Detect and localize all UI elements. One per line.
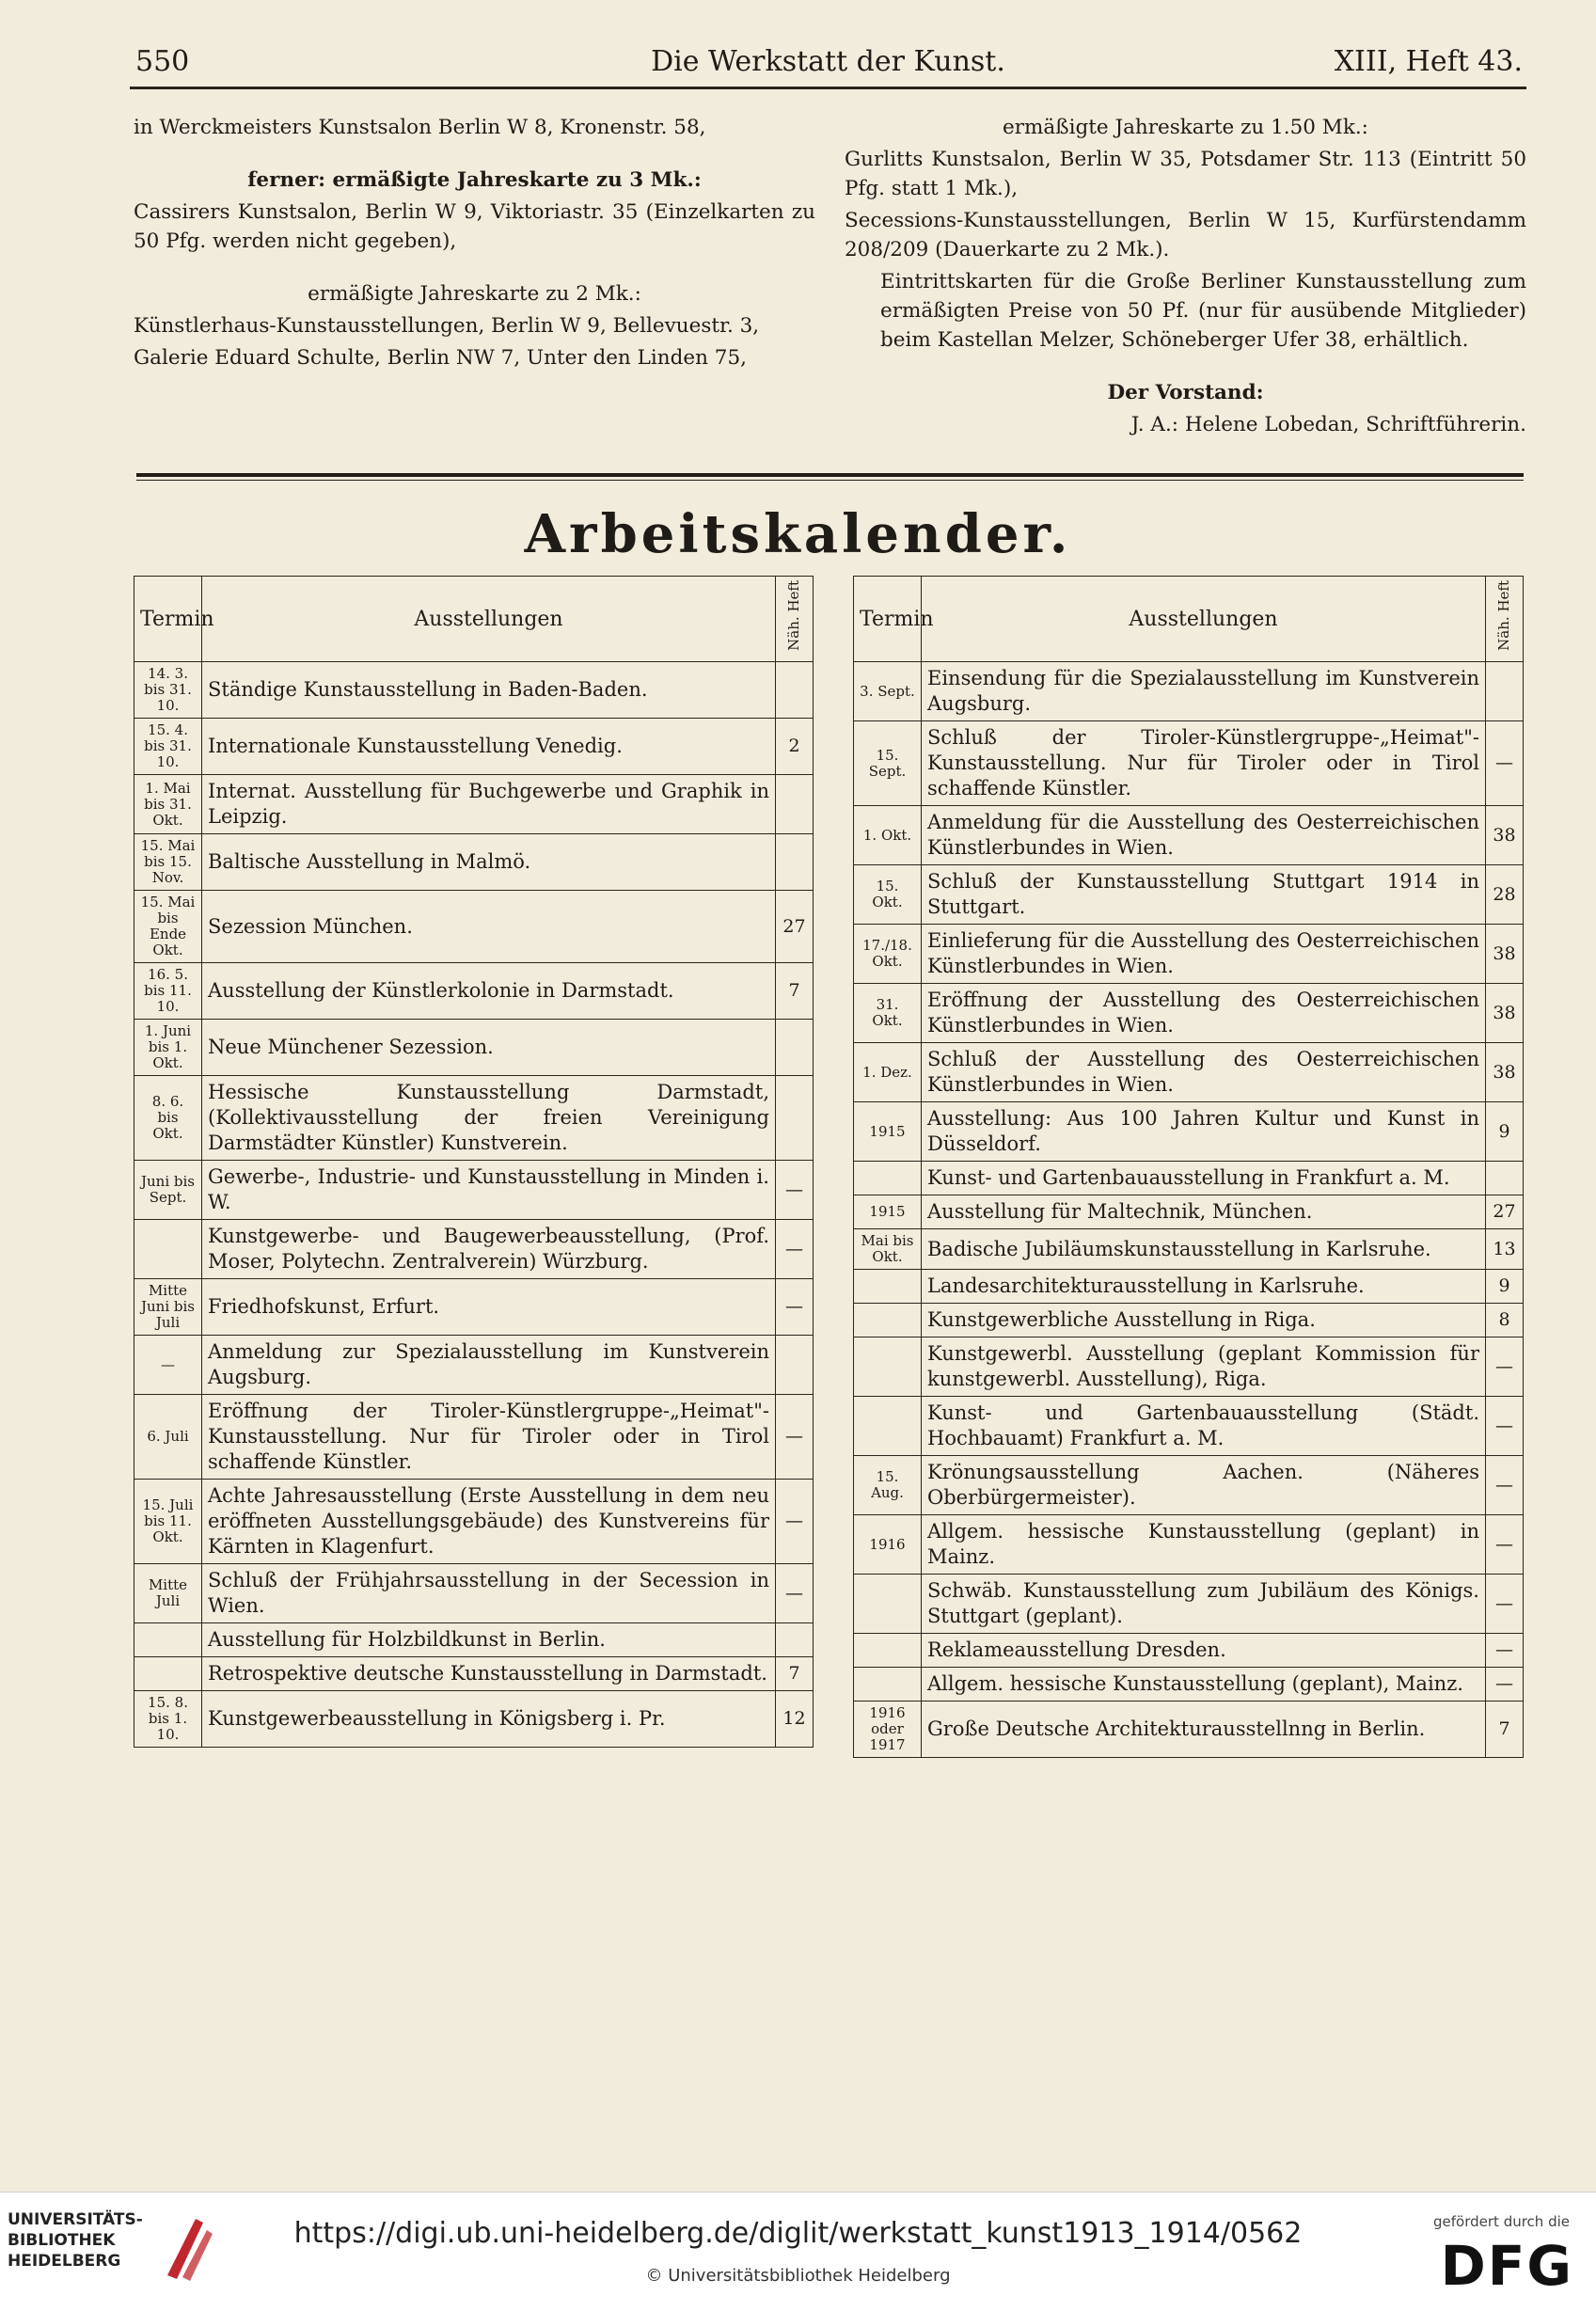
exhibition-cell: Ausstellung: Aus 100 Jahren Kultur und Kunst in Düsseldorf. — [922, 1102, 1486, 1162]
copyright-notice: © Universitätsbibliothek Heidelberg — [645, 2266, 951, 2286]
table-row — [854, 1634, 1524, 1668]
paragraph: Künstlerhaus-Kunstausstellungen, Berlin W 9, Bellevuestr. 3, — [134, 314, 760, 338]
exhibition-cell: Schluß der Tiroler-Künstlergruppe-„Heimat"-Kunstausstellung. Nur für Tiroler oder in Tirol schaffende Künstler. — [922, 721, 1486, 806]
section-title: Arbeitskalender. — [524, 503, 1072, 565]
table-row — [854, 1575, 1524, 1634]
column-header-heft: Näh. Heft — [776, 577, 814, 662]
exhibition-cell: Einlieferung für die Ausstellung des Oesterreichischen Künstlerbundes in Wien. — [922, 925, 1486, 984]
heft-cell: — — [1486, 1668, 1524, 1702]
termin-cell: 14. 3. bis 31. 10. — [134, 662, 202, 719]
heft-cell: 27 — [1486, 1195, 1524, 1229]
table-row — [854, 1229, 1524, 1270]
termin-cell: 3. Sept. — [854, 662, 922, 721]
heft-cell — [776, 1020, 814, 1076]
table-row — [854, 1270, 1524, 1304]
exhibition-cell: Kunst- und Gartenbauausstellung (Städt. Hochbauamt) Frankfurt a. M. — [922, 1397, 1486, 1456]
section-divider — [136, 473, 1524, 477]
section-divider-thin — [136, 480, 1524, 481]
termin-cell: 1916 oder 1917 — [854, 1702, 922, 1758]
paragraph: Der Vorstand: — [1107, 381, 1264, 404]
table-row — [854, 1338, 1524, 1397]
table-row — [134, 1564, 814, 1623]
table-row — [134, 1279, 814, 1336]
exhibition-cell: Reklameausstellung Dresden. — [922, 1634, 1486, 1668]
exhibition-cell: Kunstgewerbe- und Baugewerbeausstellung, (Prof. Moser, Polytechn. Zentralverein) Würzburg. — [202, 1220, 776, 1279]
exhibition-cell: Allgem. hessische Kunstausstellung (geplant) in Mainz. — [922, 1515, 1486, 1575]
exhibition-cell: Internat. Ausstellung für Buchgewerbe und Graphik in Leipzig. — [202, 775, 776, 834]
termin-cell — [134, 1220, 202, 1279]
termin-cell: 15. Aug. — [854, 1456, 922, 1515]
termin-cell: 16. 5. bis 11. 10. — [134, 963, 202, 1020]
heft-cell — [776, 775, 814, 834]
termin-cell: Mitte Juli — [134, 1564, 202, 1623]
exhibition-cell: Ausstellung für Holzbildkunst in Berlin. — [202, 1623, 776, 1657]
exhibition-cell: Internationale Kunstausstellung Venedig. — [202, 719, 776, 775]
termin-cell: 1. Mai bis 31. Okt. — [134, 775, 202, 834]
heft-cell: — — [1486, 1575, 1524, 1634]
termin-cell — [854, 1575, 922, 1634]
termin-cell: 15. Mai bis 15. Nov. — [134, 834, 202, 891]
table-row — [854, 1397, 1524, 1456]
termin-cell — [854, 1634, 922, 1668]
termin-cell — [854, 1162, 922, 1195]
exhibition-cell: Sezession München. — [202, 891, 776, 963]
table-row — [134, 1395, 814, 1480]
termin-cell: 17./18. Okt. — [854, 925, 922, 984]
termin-cell — [854, 1338, 922, 1397]
termin-cell: — — [134, 1336, 202, 1395]
exhibition-cell: Große Deutsche Architekturausstellnng in Berlin. — [922, 1702, 1486, 1758]
heft-cell: — — [1486, 721, 1524, 806]
issue-label: XIII, Heft 43. — [1334, 45, 1523, 78]
dfg-logo[interactable]: DFG — [1440, 2234, 1573, 2298]
termin-cell: 1. Dez. — [854, 1043, 922, 1102]
termin-cell: Mai bis Okt. — [854, 1229, 922, 1270]
exhibition-cell: Friedhofskunst, Erfurt. — [202, 1279, 776, 1336]
journal-title: Die Werkstatt der Kunst. — [651, 45, 1005, 78]
heft-cell: — — [776, 1480, 814, 1564]
paragraph: Eintrittskarten für die Große Berliner Kunstausstellung zum ermäßigten Preise von 50 Pf. (nur für ausübende Mitglieder) beim Kastellan Melzer, Schöneberger Ufer 38, erhältlich. — [880, 270, 1526, 352]
table-row — [134, 662, 814, 719]
table-row — [854, 1043, 1524, 1102]
table-row — [134, 775, 814, 834]
heft-cell: 38 — [1486, 1043, 1524, 1102]
paragraph: Secessions-Kunstausstellungen, Berlin W 15, Kurfürstendamm 208/209 (Dauerkarte zu 2 Mk.). — [845, 209, 1526, 261]
exhibition-cell: Kunstgewerbliche Ausstellung in Riga. — [922, 1304, 1486, 1338]
heft-cell: 7 — [776, 963, 814, 1020]
termin-cell: 15. Mai bis Ende Okt. — [134, 891, 202, 963]
paragraph: in Werckmeisters Kunstsalon Berlin W 8, Kronenstr. 58, — [134, 116, 706, 139]
termin-cell: 1916 — [854, 1515, 922, 1575]
exhibition-cell: Kunstgewerbl. Ausstellung (geplant Kommission für kunstgewerbl. Ausstellung), Riga. — [922, 1338, 1486, 1397]
table-row — [134, 1076, 814, 1161]
heft-cell — [776, 1336, 814, 1395]
table-row — [854, 865, 1524, 925]
library-logo-text[interactable]: UNIVERSITÄTS- BIBLIOTHEK HEIDELBERG — [8, 2210, 143, 2271]
termin-cell: 1915 — [854, 1195, 922, 1229]
heft-cell: 28 — [1486, 865, 1524, 925]
exhibition-cell: Schluß der Frühjahrsausstellung in der Secession in Wien. — [202, 1564, 776, 1623]
termin-cell: 1915 — [854, 1102, 922, 1162]
heft-cell: — — [1486, 1515, 1524, 1575]
exhibition-cell: Landesarchitekturausstellung in Karlsruhe. — [922, 1270, 1486, 1304]
column-header-termin: Termin — [134, 577, 202, 662]
exhibition-cell: Allgem. hessische Kunstausstellung (geplant), Mainz. — [922, 1668, 1486, 1702]
paragraph: J. A.: Helene Lobedan, Schriftführerin. — [1130, 413, 1526, 436]
heft-cell: — — [776, 1564, 814, 1623]
heft-cell — [776, 662, 814, 719]
table-row — [134, 1336, 814, 1395]
column-header-heft: Näh. Heft — [1486, 577, 1524, 662]
calendar-table-right — [853, 576, 1524, 1758]
column-header-ausstellungen: Ausstellungen — [202, 577, 776, 662]
heft-cell: 38 — [1486, 925, 1524, 984]
heft-cell: 38 — [1486, 984, 1524, 1043]
exhibition-cell: Kunst- und Gartenbauausstellung in Frankfurt a. M. — [922, 1162, 1486, 1195]
exhibition-cell: Kunstgewerbeausstellung in Königsberg i. Pr. — [202, 1691, 776, 1748]
heft-cell: 2 — [776, 719, 814, 775]
termin-cell — [854, 1304, 922, 1338]
heft-cell — [1486, 662, 1524, 721]
table-row — [854, 984, 1524, 1043]
paragraph: ermäßigte Jahreskarte zu 1.50 Mk.: — [1003, 116, 1368, 139]
table-row — [134, 719, 814, 775]
termin-cell: 1. Okt. — [854, 806, 922, 865]
heft-cell — [776, 1076, 814, 1161]
exhibition-cell: Anmeldung für die Ausstellung des Oesterreichischen Künstlerbundes in Wien. — [922, 806, 1486, 865]
table-row — [854, 1195, 1524, 1229]
table-row — [854, 1515, 1524, 1575]
exhibition-cell: Neue Münchener Sezession. — [202, 1020, 776, 1076]
heft-cell — [776, 834, 814, 891]
table-row — [854, 1668, 1524, 1702]
exhibition-cell: Ausstellung für Maltechnik, München. — [922, 1195, 1486, 1229]
exhibition-cell: Schluß der Kunstausstellung Stuttgart 1914 in Stuttgart. — [922, 865, 1486, 925]
column-header-termin: Termin — [854, 577, 922, 662]
exhibition-cell: Anmeldung zur Spezialausstellung im Kunstverein Augsburg. — [202, 1336, 776, 1395]
termin-cell — [854, 1668, 922, 1702]
exhibition-cell: Eröffnung der Tiroler-Künstlergruppe-„Heimat"-Kunstausstellung. Nur für Tiroler oder in Tirol schaffende Künstler. — [202, 1395, 776, 1480]
table-row — [134, 891, 814, 963]
heft-cell: 12 — [776, 1691, 814, 1748]
exhibition-cell: Schwäb. Kunstausstellung zum Jubiläum des Königs. Stuttgart (geplant). — [922, 1575, 1486, 1634]
table-row — [854, 1102, 1524, 1162]
permalink-url[interactable]: https://digi.ub.uni-heidelberg.de/diglit/werkstatt_kunst1913_1914/0562 — [293, 2217, 1303, 2250]
table-row — [854, 925, 1524, 984]
heft-cell: — — [1486, 1338, 1524, 1397]
heft-cell: 13 — [1486, 1229, 1524, 1270]
heft-cell: — — [1486, 1634, 1524, 1668]
calendar-table-left — [134, 576, 814, 1748]
heft-cell: 7 — [1486, 1702, 1524, 1758]
exhibition-cell: Baltische Ausstellung in Malmö. — [202, 834, 776, 891]
page-number: 550 — [135, 45, 190, 78]
table-row — [134, 1623, 814, 1657]
running-header — [130, 38, 1526, 89]
termin-cell: 15. 8. bis 1. 10. — [134, 1691, 202, 1748]
heft-cell: — — [776, 1279, 814, 1336]
exhibition-cell: Hessische Kunstausstellung Darmstadt, (Kollektivausstellung der freien Vereinigung Darmstädter Künstler) Kunstverein. — [202, 1076, 776, 1161]
termin-cell — [854, 1270, 922, 1304]
termin-cell: 8. 6. bis Okt. — [134, 1076, 202, 1161]
funding-note: gefördert durch die — [1433, 2213, 1570, 2230]
termin-cell — [134, 1657, 202, 1691]
table-row — [854, 662, 1524, 721]
table-row — [854, 1304, 1524, 1338]
termin-cell — [134, 1623, 202, 1657]
exhibition-cell: Ausstellung der Künstlerkolonie in Darmstadt. — [202, 963, 776, 1020]
table-row — [134, 1480, 814, 1564]
paragraph: Galerie Eduard Schulte, Berlin NW 7, Unter den Linden 75, — [134, 346, 747, 370]
exhibition-cell: Krönungsausstellung Aachen. (Näheres Oberbürgermeister). — [922, 1456, 1486, 1515]
termin-cell — [854, 1397, 922, 1456]
paragraph: Gurlitts Kunstsalon, Berlin W 35, Potsdamer Str. 113 (Eintritt 50 Pfg. statt 1 Mk.), — [845, 148, 1526, 200]
termin-cell: 1. Juni bis 1. Okt. — [134, 1020, 202, 1076]
termin-cell: 6. Juli — [134, 1395, 202, 1480]
table-row — [854, 721, 1524, 806]
heft-cell: — — [1486, 1397, 1524, 1456]
termin-cell: 15. Juli bis 11. Okt. — [134, 1480, 202, 1564]
left-text-column — [134, 113, 815, 375]
table-row — [134, 1691, 814, 1748]
heft-cell: 9 — [1486, 1270, 1524, 1304]
right-text-column — [845, 113, 1526, 442]
termin-cell: 15. 4. bis 31. 10. — [134, 719, 202, 775]
heft-cell: 7 — [776, 1657, 814, 1691]
heft-cell: 9 — [1486, 1102, 1524, 1162]
heft-cell: 8 — [1486, 1304, 1524, 1338]
heft-cell: — — [776, 1161, 814, 1220]
exhibition-cell: Gewerbe-, Industrie- und Kunstausstellung in Minden i. W. — [202, 1161, 776, 1220]
heft-cell: 38 — [1486, 806, 1524, 865]
heft-cell: — — [776, 1220, 814, 1279]
table-row — [134, 1657, 814, 1691]
termin-cell: 15. Sept. — [854, 721, 922, 806]
table-row — [134, 1020, 814, 1076]
termin-cell: 31. Okt. — [854, 984, 922, 1043]
exhibition-cell: Einsendung für die Spezialausstellung im Kunstverein Augsburg. — [922, 662, 1486, 721]
paragraph: ferner: ermäßigte Jahreskarte zu 3 Mk.: — [247, 168, 702, 192]
heft-cell — [776, 1623, 814, 1657]
heft-cell: — — [776, 1395, 814, 1480]
paragraph: ermäßigte Jahreskarte zu 2 Mk.: — [308, 282, 641, 306]
exhibition-cell: Retrospektive deutsche Kunstausstellung in Darmstadt. — [202, 1657, 776, 1691]
table-row — [854, 1162, 1524, 1195]
column-header-ausstellungen: Ausstellungen — [922, 577, 1486, 662]
table-row — [134, 834, 814, 891]
termin-cell: Mitte Juni bis Juli — [134, 1279, 202, 1336]
exhibition-cell: Achte Jahresausstellung (Erste Ausstellung in dem neu eröffneten Ausstellungsgebäude) des Kunstvereins für Kärnten in Klagenfurt. — [202, 1480, 776, 1564]
exhibition-cell: Ständige Kunstausstellung in Baden-Baden. — [202, 662, 776, 719]
table-row — [134, 1161, 814, 1220]
table-row — [134, 963, 814, 1020]
termin-cell: 15. Okt. — [854, 865, 922, 925]
table-row — [854, 806, 1524, 865]
exhibition-cell: Schluß der Ausstellung des Oesterreichischen Künstlerbundes in Wien. — [922, 1043, 1486, 1102]
heft-cell: 27 — [776, 891, 814, 963]
table-row — [134, 1220, 814, 1279]
viewer-footer — [0, 2192, 1596, 2311]
paragraph: Cassirers Kunstsalon, Berlin W 9, Viktoriastr. 35 (Einzelkarten zu 50 Pfg. werden nicht gegeben), — [134, 200, 815, 253]
termin-cell: Juni bis Sept. — [134, 1161, 202, 1220]
exhibition-cell: Eröffnung der Ausstellung des Oesterreichischen Künstlerbundes in Wien. — [922, 984, 1486, 1043]
heft-cell — [1486, 1162, 1524, 1195]
heft-cell: — — [1486, 1456, 1524, 1515]
table-row — [854, 1456, 1524, 1515]
exhibition-cell: Badische Jubiläumskunstausstellung in Karlsruhe. — [922, 1229, 1486, 1270]
table-row — [854, 1702, 1524, 1758]
